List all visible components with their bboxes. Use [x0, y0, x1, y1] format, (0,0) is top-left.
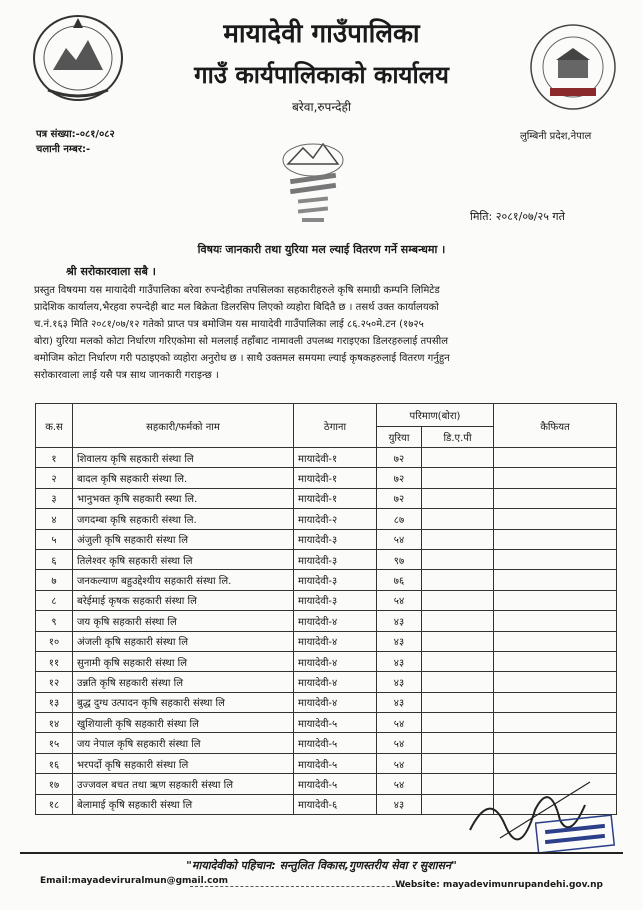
cell-remarks	[494, 631, 617, 651]
cell-name: सुनामी कृषि सहकारी संस्था लि	[73, 651, 294, 671]
cell-sn: ५	[36, 529, 73, 549]
cell-urea: ५४	[377, 590, 422, 610]
cell-address: मायादेवी-५	[294, 753, 377, 773]
cell-sn: १	[36, 448, 73, 468]
cell-urea: ४३	[377, 631, 422, 651]
cell-address: मायादेवी-४	[294, 651, 377, 671]
cell-address: मायादेवी-१	[294, 488, 377, 508]
cell-remarks	[494, 549, 617, 569]
cell-name: जनकल्याण बहुउद्देश्यीय सहकारी संस्था लि.	[73, 570, 294, 590]
cell-dap	[422, 529, 494, 549]
cell-sn: १६	[36, 753, 73, 773]
cell-urea: ४३	[377, 651, 422, 671]
cell-urea: ८७	[377, 509, 422, 529]
cell-dap	[422, 570, 494, 590]
cell-urea: ५४	[377, 713, 422, 733]
cell-address: मायादेवी-६	[294, 794, 377, 814]
cell-dap	[422, 590, 494, 610]
cell-urea: ७६	[377, 570, 422, 590]
location: बरेवा,रुपन्देही	[292, 100, 351, 114]
cell-dap	[422, 672, 494, 692]
cell-address: मायादेवी-३	[294, 570, 377, 590]
province: लुम्बिनी प्रदेश,नेपाल	[520, 131, 592, 142]
body-paragraph	[34, 282, 618, 384]
col-dap: डि.ए.पी	[422, 427, 494, 448]
cell-urea: ५४	[377, 774, 422, 794]
table-row	[36, 590, 617, 610]
cell-address: मायादेवी-३	[294, 529, 377, 549]
table-row	[36, 713, 617, 733]
col-remarks: कैफियत	[494, 404, 617, 448]
cell-remarks	[494, 651, 617, 671]
org-name: मायादेवी गाउँपालिका	[223, 19, 420, 49]
cell-sn: ३	[36, 488, 73, 508]
cell-sn: ८	[36, 590, 73, 610]
cell-dap	[422, 713, 494, 733]
footer-email: Email:mayadeviruralmun@gmail.com	[40, 876, 228, 886]
table-row	[36, 570, 617, 590]
cell-urea: ५४	[377, 733, 422, 753]
cell-remarks	[494, 488, 617, 508]
col-urea: युरिया	[377, 427, 422, 448]
dispatch-number: चलानी नम्बर:-	[36, 144, 91, 155]
table-row	[36, 611, 617, 631]
body-line: बमोजिम कोटा निर्धारण गरी पठाइएको व्यहोरा अनुरोध छ । साथै उक्तमल समयमा ल्याई कृषकहरुलाई वितरण गर्नुहुन	[34, 353, 450, 364]
letter-date: मिति: २०८१/०७/२५ गते	[470, 210, 565, 223]
cell-name: भानुभक्त कृषि सहकारी स्स्था लि.	[73, 488, 294, 508]
body-line: सरोकारवाला लाई यसै पत्र साथ जानकारी गराइन्छ ।	[34, 370, 219, 381]
cell-sn: १८	[36, 794, 73, 814]
cell-dap	[422, 509, 494, 529]
cell-sn: १२	[36, 672, 73, 692]
cell-address: मायादेवी-३	[294, 549, 377, 569]
cell-name: जय कृषि सहकारी संस्था लि	[73, 611, 294, 631]
cell-dap	[422, 488, 494, 508]
cell-sn: १०	[36, 631, 73, 651]
footer-motto: "मायादेवीको पहिचान: सन्तुलित विकास,गुणस्तरीय सेवा र सुशासन"	[186, 859, 457, 872]
cell-sn: ४	[36, 509, 73, 529]
col-quantity: परिमाण(बोरा)	[377, 404, 494, 427]
cell-address: मायादेवी-५	[294, 713, 377, 733]
cell-address: मायादेवी-१	[294, 448, 377, 468]
col-name: सहकारी/फर्मको नाम	[73, 404, 294, 448]
cell-sn: ९	[36, 611, 73, 631]
footer-divider	[20, 852, 623, 854]
cell-name: जगदम्बा कृषि सहकारी संस्था लि.	[73, 509, 294, 529]
cell-urea: ४३	[377, 794, 422, 814]
cell-name: बरेईमाई कृषक सहकारी संस्था लि	[73, 590, 294, 610]
cell-sn: २	[36, 468, 73, 488]
table-row	[36, 631, 617, 651]
cell-address: मायादेवी-४	[294, 672, 377, 692]
cell-address: मायादेवी-४	[294, 611, 377, 631]
table-row	[36, 733, 617, 753]
cell-dap	[422, 549, 494, 569]
cell-name: अंजुली कृषि सहकारी संस्था लि	[73, 529, 294, 549]
cell-remarks	[494, 672, 617, 692]
cell-remarks	[494, 611, 617, 631]
cell-urea: ५४	[377, 753, 422, 773]
cell-name: शिवालय कृषि सहकारी संस्था लि	[73, 448, 294, 468]
cell-address: मायादेवी-५	[294, 733, 377, 753]
cell-name: बेलामाई कृषि सहकारी संस्था लि	[73, 794, 294, 814]
salutation: श्री सरोकारवाला सबै ।	[66, 265, 156, 278]
table-row	[36, 468, 617, 488]
cell-dap	[422, 448, 494, 468]
col-sn: क.स	[36, 404, 73, 448]
cell-name: अंजली कृषि सहकारी संस्था लि	[73, 631, 294, 651]
office-name: गाउँ कार्यपालिकाको कार्यालय	[194, 61, 449, 89]
cell-sn: ६	[36, 549, 73, 569]
cell-dap	[422, 468, 494, 488]
cell-dap	[422, 631, 494, 651]
cell-address: मायादेवी-१	[294, 468, 377, 488]
cell-urea: ५४	[377, 529, 422, 549]
cell-remarks	[494, 713, 617, 733]
cell-remarks	[494, 468, 617, 488]
cell-urea: ९७	[377, 549, 422, 569]
official-seal-icon	[535, 815, 615, 855]
cell-dap	[422, 692, 494, 712]
cell-urea: ४३	[377, 672, 422, 692]
cell-name: भरपर्दो कृषि सहकारी संस्था लि	[73, 753, 294, 773]
cell-sn: १३	[36, 692, 73, 712]
cell-dap	[422, 611, 494, 631]
cell-name: खुशियाली कृषि सहकारी संस्था लि	[73, 713, 294, 733]
table-row	[36, 509, 617, 529]
cell-name: बुद्ध दुग्ध उत्पादन कृषि सहकारी संस्था लि	[73, 692, 294, 712]
body-line: प्रस्तुत विषयमा यस मायादेवी गाउँपालिका बरेवा रुपन्देहीका तपसिलका सहकारीहरुले कृषि समाग्री कम्पनि लिमिटेड	[34, 285, 440, 296]
cell-remarks	[494, 733, 617, 753]
table-row	[36, 529, 617, 549]
col-address: ठेगाना	[294, 404, 377, 448]
table-row	[36, 672, 617, 692]
cell-urea: ४३	[377, 692, 422, 712]
subject-line: विषयः जानकारी तथा युरिया मल ल्याई वितरण गर्ने सम्बन्धमा ।	[197, 243, 446, 256]
cell-urea: ७२	[377, 468, 422, 488]
cell-sn: १४	[36, 713, 73, 733]
cell-name: तिलेश्वर कृषि सहकारी संस्था लि	[73, 549, 294, 569]
cell-remarks	[494, 509, 617, 529]
cell-name: उज्जवल बचत तथा ऋण सहकारी संस्था लि	[73, 774, 294, 794]
cell-dap	[422, 651, 494, 671]
table-row	[36, 488, 617, 508]
cell-address: मायादेवी-५	[294, 774, 377, 794]
body-line: प्रादेशिक कार्यालय,भैरहवा रुपन्देही बाट मल बिक्रेता डिलरसिप लिएको व्यहोरा बिदितै छ । तसर्थ उक्त कार्यालयको	[34, 302, 439, 313]
cell-name: बादल कृषि सहकारी संस्था लि.	[73, 468, 294, 488]
cell-urea: ७२	[377, 488, 422, 508]
cell-remarks	[494, 570, 617, 590]
letter-number: पत्र संख्या:-०८१/०८२	[36, 129, 115, 140]
cell-name: जय नेपाल कृषि सहकारी संस्था लि	[73, 733, 294, 753]
cell-remarks	[494, 529, 617, 549]
cell-sn: १७	[36, 774, 73, 794]
table-row	[36, 549, 617, 569]
cell-address: मायादेवी-३	[294, 590, 377, 610]
cell-address: मायादेवी-२	[294, 509, 377, 529]
cell-remarks	[494, 590, 617, 610]
cell-urea: ७२	[377, 448, 422, 468]
cell-name: उन्नति कृषि सहकारी संस्था लि	[73, 672, 294, 692]
cell-address: मायादेवी-४	[294, 692, 377, 712]
office-stamp-icon	[268, 136, 358, 236]
body-line: बोरा) युरिया मलको कोटा निर्धारण गरिएकोमा सो मललाई तहाँबाट नामावली उपलब्ध गराइएका डिलरहरुलाई तपसील	[34, 336, 448, 347]
cell-sn: ७	[36, 570, 73, 590]
cell-remarks	[494, 692, 617, 712]
table-row	[36, 651, 617, 671]
table-row	[36, 692, 617, 712]
footer-dash	[190, 886, 420, 887]
cell-address: मायादेवी-४	[294, 631, 377, 651]
table-row	[36, 448, 617, 468]
cell-remarks	[494, 448, 617, 468]
body-line: च.नं.१६३ मिति २०८१/०७/१२ गतेको प्राप्त पत्र बमोजिम यस मायादेवी गाउँपालिका लाई ८६.२५०मे.टन (१७२५	[34, 319, 424, 330]
cell-dap	[422, 733, 494, 753]
cell-sn: ११	[36, 651, 73, 671]
distribution-table	[35, 403, 617, 815]
cell-sn: १५	[36, 733, 73, 753]
footer-website: Website: mayadevimunrupandehi.gov.np	[395, 880, 603, 890]
cell-urea: ४३	[377, 611, 422, 631]
